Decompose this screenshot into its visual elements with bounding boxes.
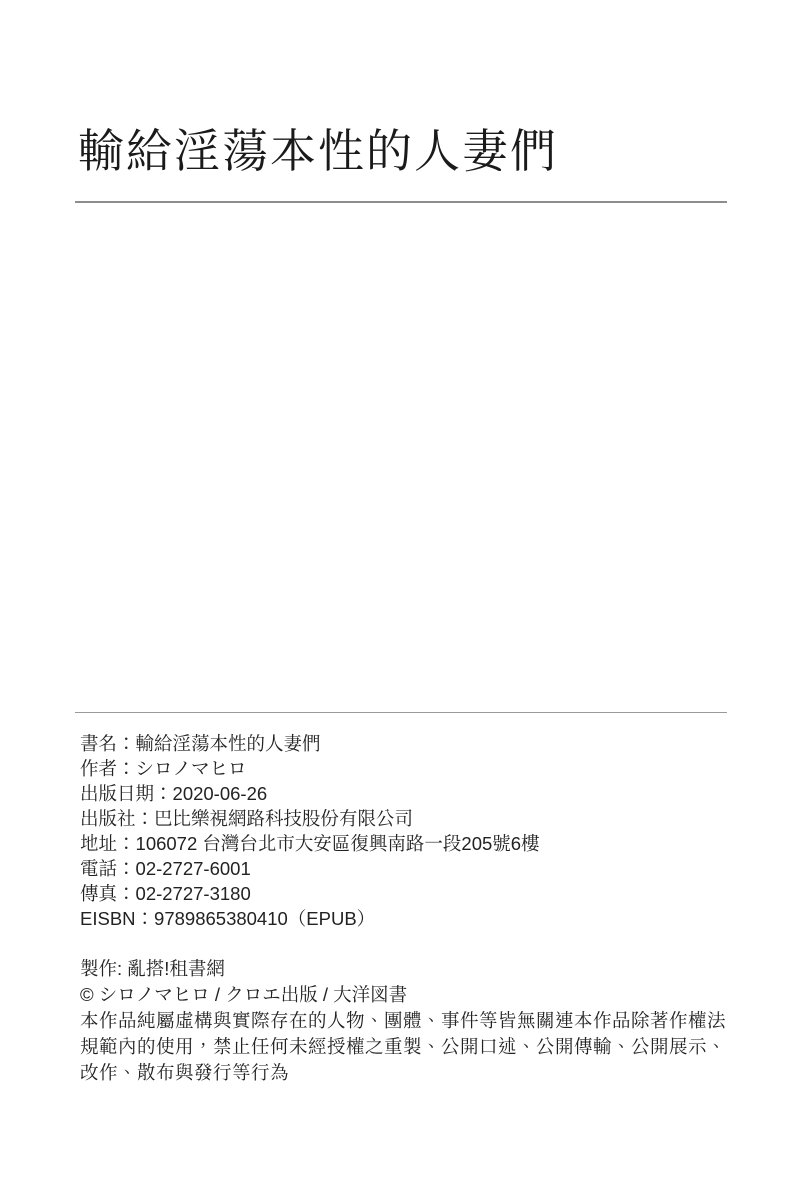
meta-separator: ： bbox=[135, 808, 155, 829]
meta-separator: ： bbox=[117, 733, 136, 754]
meta-row-publisher bbox=[80, 806, 540, 831]
meta-value: 02-2727-3180 bbox=[135, 883, 251, 904]
meta-value: 輸給淫蕩本性的人妻們 bbox=[135, 733, 321, 754]
meta-row-eisbn bbox=[80, 906, 540, 931]
meta-label: 出版日期 bbox=[80, 783, 155, 804]
meta-row-fax bbox=[80, 881, 540, 906]
meta-row-publish-date bbox=[80, 781, 540, 806]
meta-separator: ： bbox=[117, 858, 136, 879]
meta-label: 電話 bbox=[80, 858, 118, 879]
production-value: 亂搭!租書網 bbox=[127, 958, 225, 979]
meta-label: EISBN bbox=[80, 908, 136, 929]
meta-row-phone bbox=[80, 856, 540, 881]
meta-label: 傳真 bbox=[80, 883, 118, 904]
page-title: 輸給淫蕩本性的人妻們 bbox=[78, 125, 558, 177]
meta-row-author bbox=[80, 756, 540, 781]
credits-block bbox=[80, 956, 728, 1086]
meta-separator: ： bbox=[117, 833, 136, 854]
meta-label: 地址 bbox=[80, 833, 118, 854]
copyright-line: © シロノマヒロ / クロエ出版 / 大洋図書 bbox=[80, 984, 408, 1005]
meta-value: 巴比樂視網路科技股份有限公司 bbox=[154, 808, 414, 829]
meta-row-address bbox=[80, 831, 540, 856]
meta-label: 出版社 bbox=[80, 808, 136, 829]
section-divider bbox=[75, 712, 727, 713]
meta-value: シロノマヒロ bbox=[135, 758, 247, 779]
meta-label: 書名 bbox=[80, 733, 118, 754]
production-separator: : bbox=[117, 958, 128, 979]
production-line bbox=[80, 956, 728, 982]
meta-label: 作者 bbox=[80, 758, 118, 779]
legal-notice: 本作品純屬虛構與實際存在的人物、團體、事件等皆無關連本作品除著作權法規範內的使用，禁止任何未經授權之重製、公開口述、公開傳輸、公開展示、改作、散布與發行等行為 bbox=[80, 1010, 727, 1083]
meta-value: 9789865380410（EPUB） bbox=[154, 908, 376, 929]
meta-value: 02-2727-6001 bbox=[135, 858, 251, 879]
meta-value: 106072 台灣台北市大安區復興南路一段205號6樓 bbox=[135, 833, 540, 854]
meta-separator: ： bbox=[154, 783, 173, 804]
metadata-block bbox=[80, 731, 540, 931]
meta-row-book-name bbox=[80, 731, 540, 756]
meta-separator: ： bbox=[135, 908, 155, 929]
production-label: 製作 bbox=[80, 958, 118, 979]
meta-separator: ： bbox=[117, 883, 136, 904]
meta-value: 2020-06-26 bbox=[172, 783, 268, 804]
title-divider bbox=[75, 201, 727, 203]
meta-separator: ： bbox=[117, 758, 136, 779]
